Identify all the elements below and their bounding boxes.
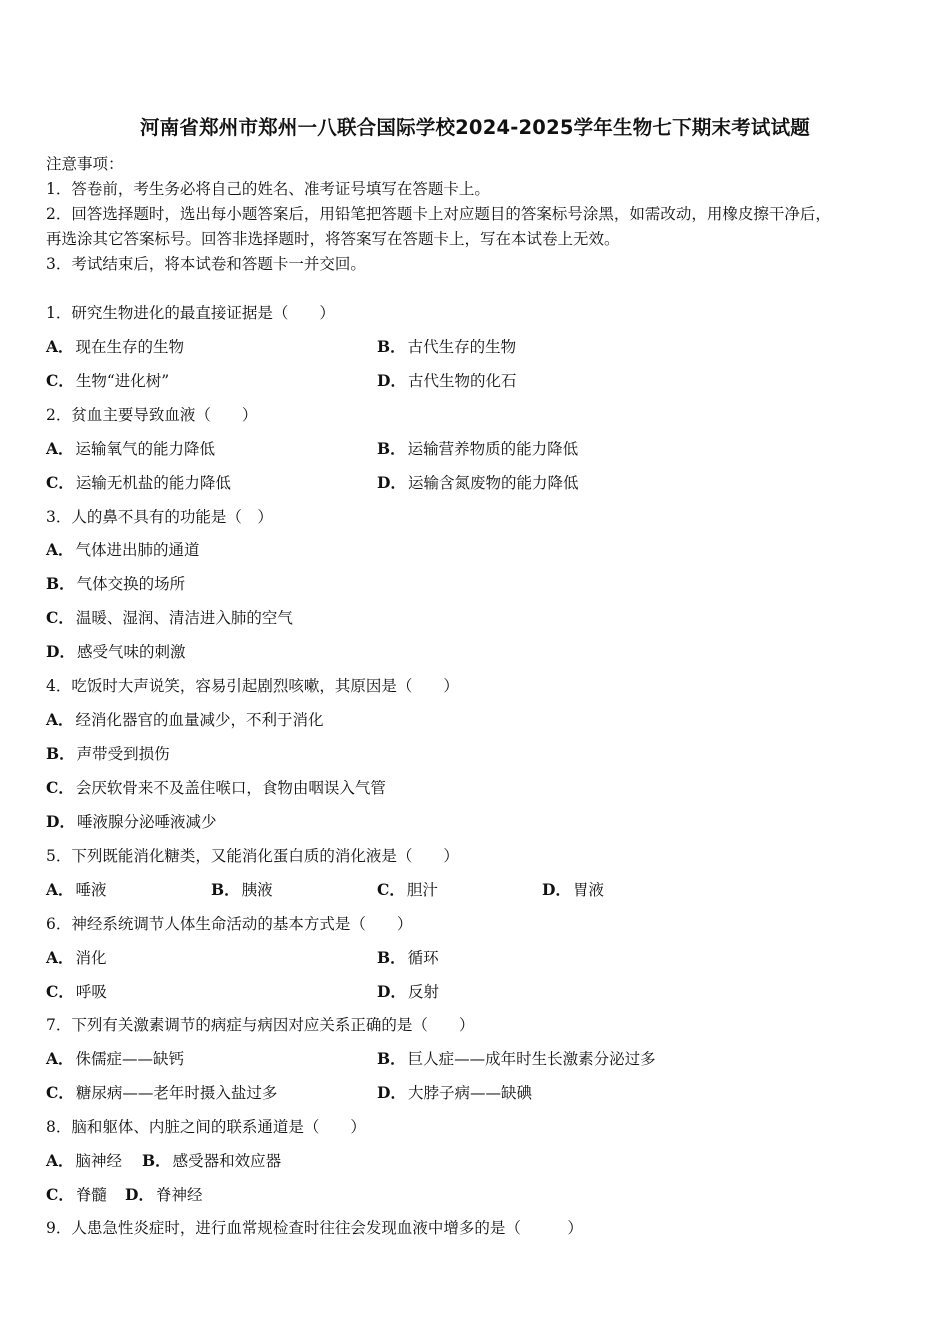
question-stem: 1．研究生物进化的最直接证据是（ ） [46, 304, 335, 322]
option-text: 侏儒症——缺钙 [75, 1050, 185, 1068]
option-label: C． [46, 608, 74, 627]
option-label: B． [142, 1151, 171, 1170]
question-stem: 2．贫血主要导致血液（ ） [46, 406, 258, 424]
option-label: D． [377, 1083, 406, 1102]
option-a[interactable] [46, 335, 184, 357]
option-label: A． [46, 1151, 74, 1170]
option-d[interactable] [377, 980, 439, 1002]
option-b[interactable] [377, 946, 439, 968]
option-label: A． [46, 1049, 74, 1068]
option-label: D． [542, 880, 571, 899]
option-text: 循环 [407, 949, 439, 967]
option-text: 巨人症——成年时生长激素分泌过多 [407, 1050, 656, 1068]
option-c[interactable] [46, 369, 169, 391]
option-d[interactable] [542, 878, 604, 900]
option-a[interactable] [46, 437, 215, 459]
option-d[interactable] [46, 810, 216, 832]
option-label: B． [377, 337, 406, 356]
option-text: 反射 [407, 983, 439, 1001]
question-stem: 5．下列既能消化糖类，又能消化蛋白质的消化液是（ ） [46, 847, 459, 865]
option-text: 经消化器官的血量减少，不利于消化 [75, 711, 324, 729]
question-stem: 4．吃饭时大声说笑，容易引起剧烈咳嗽，其原因是（ ） [46, 677, 459, 695]
option-label: C． [46, 982, 74, 1001]
option-b[interactable] [46, 742, 170, 764]
option-text: 运输含氮废物的能力降低 [407, 474, 579, 492]
question-stem: 6．神经系统调节人体生命活动的基本方式是（ ） [46, 915, 413, 933]
option-c[interactable] [46, 606, 293, 628]
option-d[interactable] [377, 369, 516, 391]
option-text: 糖尿病——老年时摄入盐过多 [75, 1084, 278, 1102]
option-a[interactable] [46, 878, 107, 900]
option-a[interactable] [46, 1149, 122, 1171]
option-c[interactable] [46, 471, 231, 493]
question-stem: 9．人患急性炎症时，进行血常规检查时往往会发现血液中增多的是（ ） [46, 1219, 583, 1237]
option-c[interactable] [46, 1081, 277, 1103]
option-a[interactable] [46, 946, 107, 968]
option-text: 胆汁 [406, 881, 438, 899]
option-text: 脊神经 [155, 1186, 203, 1204]
note-1: 1．答卷前，考生务必将自己的姓名、准考证号填写在答题卡上。 [46, 180, 490, 198]
option-text: 唾液 [75, 881, 107, 899]
option-b[interactable] [46, 572, 185, 594]
option-c[interactable] [46, 776, 386, 798]
option-label: A． [46, 439, 74, 458]
option-b[interactable] [377, 437, 578, 459]
notes-header: 注意事项： [46, 155, 124, 173]
option-label: B． [211, 880, 240, 899]
page-title: 河南省郑州市郑州一八联合国际学校2024-2025学年生物七下期末考试试题 [139, 116, 811, 139]
option-label: C． [377, 880, 405, 899]
option-label: D． [377, 473, 406, 492]
option-label: D． [46, 812, 75, 831]
option-d[interactable] [377, 471, 578, 493]
option-c[interactable] [377, 878, 438, 900]
option-label: A． [46, 540, 74, 559]
option-text: 大脖子病——缺碘 [407, 1084, 532, 1102]
option-text: 运输无机盐的能力降低 [75, 474, 231, 492]
option-label: B． [46, 574, 75, 593]
option-text: 运输营养物质的能力降低 [407, 440, 579, 458]
question-stem: 3．人的鼻不具有的功能是（ ） [46, 508, 273, 526]
option-label: A． [46, 337, 74, 356]
option-label: B． [377, 948, 406, 967]
option-label: C． [46, 371, 74, 390]
option-a[interactable] [46, 1047, 184, 1069]
option-a[interactable] [46, 708, 324, 730]
option-text: 会厌软骨来不及盖住喉口，食物由咽误入气管 [75, 779, 386, 797]
option-d[interactable] [377, 1081, 532, 1103]
option-label: D． [125, 1185, 154, 1204]
option-label: B． [46, 744, 75, 763]
option-text: 现在生存的生物 [75, 338, 185, 356]
option-label: D． [46, 642, 75, 661]
option-text: 感受气味的刺激 [76, 643, 186, 661]
option-label: D． [377, 371, 406, 390]
option-text: 生物“进化树” [75, 372, 170, 390]
option-text: 运输氧气的能力降低 [75, 440, 216, 458]
option-text: 感受器和效应器 [172, 1152, 282, 1170]
option-label: A． [46, 948, 74, 967]
option-c[interactable] [46, 1183, 107, 1205]
question-stem: 7．下列有关激素调节的病症与病因对应关系正确的是（ ） [46, 1016, 475, 1034]
option-label: B． [377, 1049, 406, 1068]
option-c[interactable] [46, 980, 107, 1002]
note-3: 3．考试结束后，将本试卷和答题卡一并交回。 [46, 255, 366, 273]
option-label: C． [46, 1083, 74, 1102]
option-b[interactable] [377, 335, 516, 357]
option-label: A． [46, 710, 74, 729]
option-b[interactable] [377, 1047, 656, 1069]
option-text: 温暖、湿润、清洁进入肺的空气 [75, 609, 293, 627]
option-label: A． [46, 880, 74, 899]
option-text: 胰液 [241, 881, 273, 899]
option-text: 古代生物的化石 [407, 372, 517, 390]
option-label: C． [46, 473, 74, 492]
note-2a: 2．回答选择题时，选出每小题答案后，用铅笔把答题卡上对应题目的答案标号涂黑，如需改动，用橡皮擦干净后， [46, 205, 831, 223]
option-d[interactable] [46, 640, 185, 662]
option-text: 唾液腺分泌唾液减少 [76, 813, 217, 831]
option-b[interactable] [211, 878, 273, 900]
option-b[interactable] [142, 1149, 281, 1171]
option-d[interactable] [125, 1183, 202, 1205]
option-text: 气体交换的场所 [76, 575, 186, 593]
option-text: 气体进出肺的通道 [75, 541, 200, 559]
note-2b: 再选涂其它答案标号。回答非选择题时，将答案写在答题卡上，写在本试卷上无效。 [46, 230, 620, 248]
option-text: 胃液 [572, 881, 604, 899]
option-a[interactable] [46, 538, 200, 560]
option-text: 脑神经 [75, 1152, 123, 1170]
question-stem: 8．脑和躯体、内脏之间的联系通道是（ ） [46, 1118, 366, 1136]
option-text: 声带受到损伤 [76, 745, 170, 763]
option-text: 古代生存的生物 [407, 338, 517, 356]
option-label: C． [46, 1185, 74, 1204]
option-text: 脊髓 [75, 1186, 107, 1204]
option-text: 消化 [75, 949, 107, 967]
option-label: B． [377, 439, 406, 458]
option-text: 呼吸 [75, 983, 107, 1001]
option-label: D． [377, 982, 406, 1001]
option-label: C． [46, 778, 74, 797]
